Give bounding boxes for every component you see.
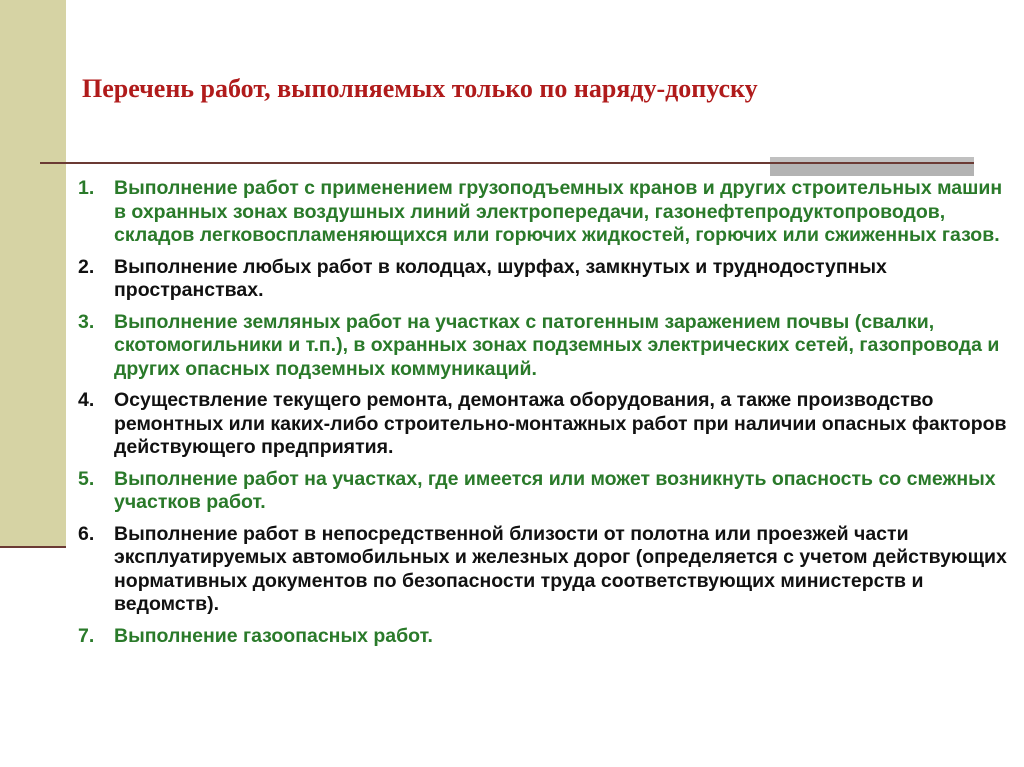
title-underline — [40, 162, 770, 164]
list-item-text: Выполнение работ с применением грузоподъемных кранов и других строительных машин в охранных зонах воздушных линий электропередачи, газонефтепродуктопроводов, складов легковоспламеняющихся или горючих жидкостей, горючих или сжиженных газов. — [114, 177, 1003, 246]
list-item-1 — [78, 177, 1008, 248]
list-item-text: Осуществление текущего ремонта, демонтажа оборудования, а также производство ремонтных или каких-либо строительно-монтажных работ при наличии опасных факторов действующего предприятия. — [114, 389, 1007, 458]
side-band-rule — [0, 546, 66, 548]
list-item-number: 7. — [78, 624, 95, 647]
list-item-text: Выполнение работ в непосредственной близости от полотна или проезжей части эксплуатируемых автомобильных и железных дорог (определяется с учетом действующих нормативных документов по безопасности труда соответствующих министерств и ведомств). — [114, 522, 1007, 615]
slide-title: Перечень работ, выполняемых только по наряду-допуску — [82, 74, 758, 103]
list-item-number: 2. — [78, 255, 95, 278]
list-item-7 — [78, 625, 1008, 649]
list-item-5 — [78, 468, 1008, 515]
list-item-text: Выполнение газоопасных работ. — [114, 624, 433, 647]
work-list — [78, 177, 1008, 656]
list-item-2 — [78, 256, 1008, 303]
list-item-text: Выполнение любых работ в колодцах, шурфах, замкнутых и труднодоступных пространствах. — [114, 255, 887, 301]
list-item-number: 3. — [78, 310, 95, 333]
list-item-4 — [78, 389, 1008, 460]
list-item-number: 5. — [78, 467, 95, 490]
list-item-number: 6. — [78, 522, 95, 545]
title-accent-bar — [770, 157, 974, 176]
list-item-6 — [78, 523, 1008, 617]
list-item-3 — [78, 311, 1008, 382]
list-item-number: 1. — [78, 177, 95, 199]
list-item-text: Выполнение земляных работ на участках с патогенным заражением почвы (свалки, скотомогильники и т.п.), в охранных зонах подземных электрических сетей, газопровода и других опасных подземных коммуникаций. — [114, 310, 1000, 380]
list-item-number: 4. — [78, 389, 95, 411]
side-band — [0, 0, 66, 546]
list-item-text: Выполнение работ на участках, где имеется или может возникнуть опасность со смежных участков работ. — [114, 467, 996, 513]
